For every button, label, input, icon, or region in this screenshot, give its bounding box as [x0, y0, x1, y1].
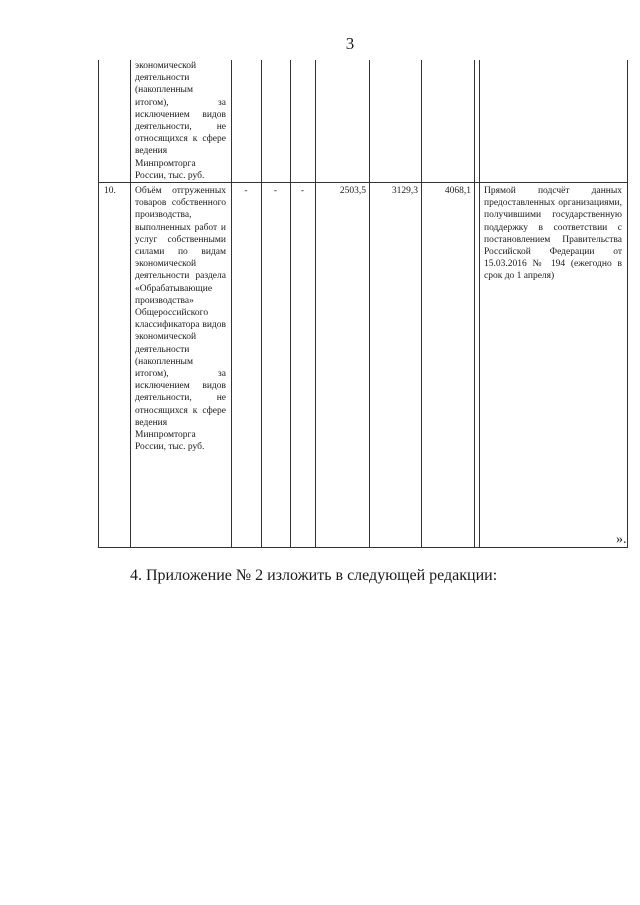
row-separator: [98, 182, 628, 183]
table-divider: [315, 60, 316, 548]
value-dash: -: [244, 186, 248, 196]
table-divider: [290, 60, 291, 548]
instruction-text: 4. Приложение № 2 изложить в следующей редакции:: [130, 567, 498, 584]
value-cell: 2503,5: [339, 186, 366, 196]
closing-quote: ».: [616, 532, 627, 547]
row-number: 10.: [104, 186, 116, 196]
continued-row-description: экономической деятельности (накопленным итогом), за исключением видов деятельности, не относящихся к сфере ведения Минпромторга России, тыс. руб.: [135, 61, 226, 181]
method-description: Прямой подсчёт данных предоставленных организациями, получившими государственную поддержку в соответствии с постановлением Правительства Российской Федерации от 15.03.2016 № 194 (ежегодно в срок до 1 апреля): [484, 186, 622, 282]
value-cell: 4068,1: [444, 186, 471, 196]
table-divider: [231, 60, 232, 548]
page-number: 3: [345, 34, 355, 53]
row-description: Объём отгруженных товаров собственного производства, выполненных работ и услуг собственными силами по видам экономической деятельности раздела «Обрабатывающие производства» Общероссийского классификатора видов экономической деятельности (накопленным итогом), за исключением видов деятельности, не относящихся к сфере ведения Минпромторга России, тыс. руб.: [135, 186, 226, 453]
table-divider: [479, 60, 480, 548]
table-divider: [421, 60, 422, 548]
table-divider: [130, 60, 131, 548]
value-cell: 3129,3: [391, 186, 418, 196]
table-divider: [369, 60, 370, 548]
table-border-right: [627, 60, 628, 548]
table-divider: [474, 60, 475, 548]
value-dash: -: [273, 186, 278, 196]
table-divider: [261, 60, 262, 548]
value-dash: -: [300, 186, 305, 196]
table-border-left: [98, 60, 99, 548]
table-border-bottom: [98, 547, 628, 548]
